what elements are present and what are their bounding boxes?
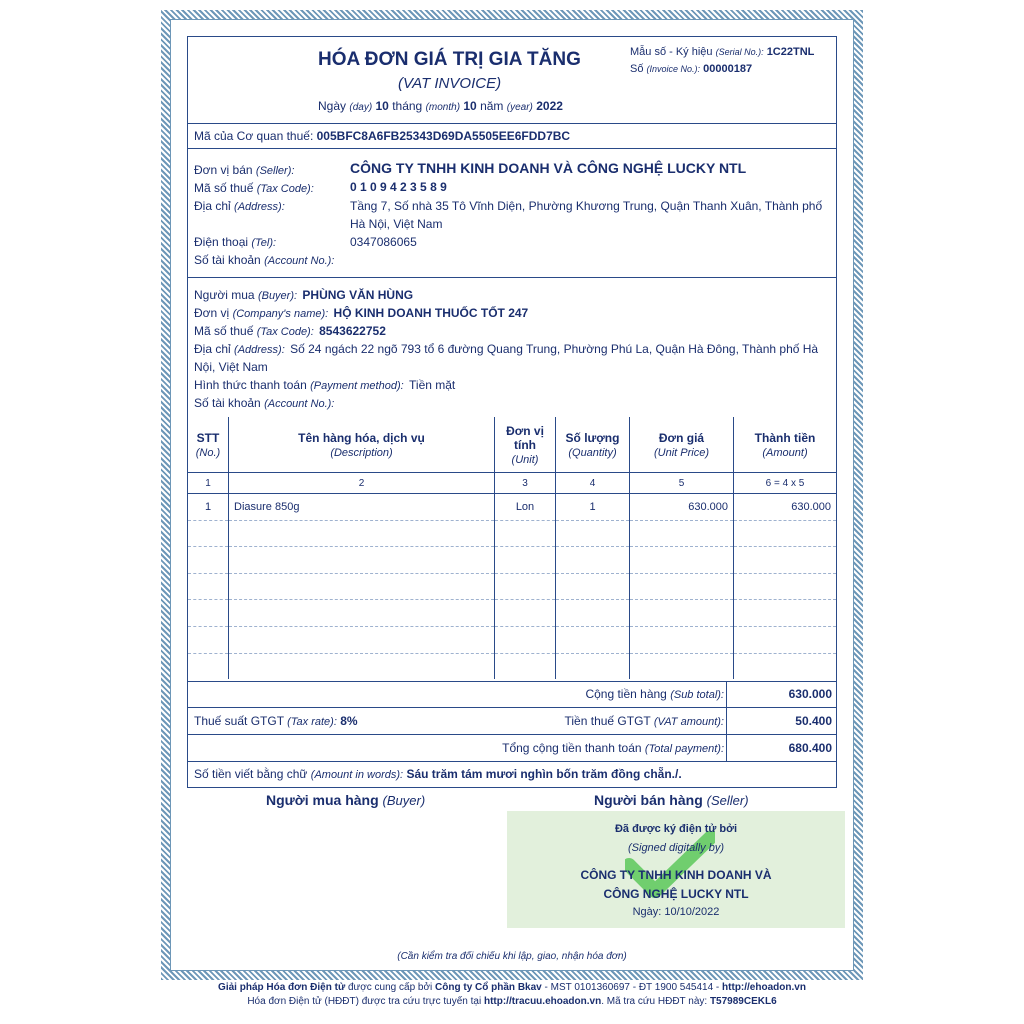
seller-tax-code: 0 1 0 9 4 2 3 5 8 9 [350,180,447,194]
empty-row [188,626,836,653]
invoice-subtitle: (VAT INVOICE) [398,75,502,92]
empty-row [188,653,836,679]
table-header-row [188,417,836,473]
divider [188,707,836,708]
col-header-unit: Đơn vị tính (Unit) [495,417,556,473]
vat-label: Tiền thuế GTGT (VAT amount): [564,714,724,728]
divider [188,734,836,735]
divider [188,148,836,149]
col-number: 3 [495,473,556,494]
subtotal-label: Cộng tiền hàng (Sub total): [585,687,724,701]
buyer-signature-label: Người mua hàng (Buyer) [266,792,426,808]
cell-unit: Lon [495,494,556,521]
seller-account-label: Số tài khoản (Account No.): [194,253,335,267]
buyer-address-row: Địa chỉ (Address): Số 24 ngách 22 ngõ 793 tổ 6 đường Quang Trung, Phường Phú La, Quận Hà Đông, Thành phố Hà Nội, Việt Nam [194,342,819,374]
col-header-amount: Thành tiền (Amount) [734,417,837,473]
amount-in-words: Số tiền viết bằng chữ (Amount in words): Sáu trăm tám mươi nghìn bốn trăm đồng chẵn./. [194,767,682,781]
buyer-payment-row: Hình thức thanh toán (Payment method): Tiền mặt [194,378,456,392]
signer-name-line1: CÔNG TY TNHH KINH DOANH VÀ [580,868,772,882]
totals-divider [726,681,727,761]
cell-no: 1 [188,494,229,521]
empty-row [188,547,836,574]
signed-label-en: (Signed digitally by) [628,842,724,854]
tracuu-link[interactable]: http://tracuu.ehoadon.vn [483,996,602,1007]
signer-name-line2: CÔNG NGHỆ LUCKY NTL [603,887,749,901]
invoice-title: HÓA ĐƠN GIÁ TRỊ GIA TĂNG [318,49,581,70]
col-number: 6 = 4 x 5 [734,473,837,494]
tax-authority-code: Mã của Cơ quan thuế: 005BFC8A6FB25343D69DA5505EE6FDD7BC [194,129,571,143]
col-header-description: Tên hàng hóa, dịch vụ (Description) [229,417,495,473]
empty-row [188,573,836,600]
cell-quantity: 1 [556,494,630,521]
seller-signature-label: Người bán hàng (Seller) [594,792,749,808]
col-number: 2 [229,473,495,494]
buyer-company-row: Đơn vị (Company's name): HỘ KINH DOANH THUỐC TỐT 247 [194,306,529,320]
divider [188,277,836,278]
seller-tel: 0347086065 [350,235,417,249]
digital-signature-box [507,811,845,928]
serial-number: Mẫu số - Ký hiệu (Serial No.): 1C22TNL [630,46,815,58]
buyer-name-row: Người mua (Buyer): PHÙNG VĂN HÙNG [194,288,414,302]
buyer-account-row: Số tài khoản (Account No.): [194,396,335,410]
invoice-date: Ngày (day) 10 tháng (month) 10 năm (year) 2022 [318,99,563,113]
signed-label: Đã được ký điện tử bởi [614,823,738,835]
subtotal-value: 630.000 [788,687,832,701]
items-table [188,417,836,679]
seller-name-label: Đơn vị bán (Seller): [194,163,295,177]
col-header-unit-price: Đơn giá (Unit Price) [630,417,734,473]
total-label: Tổng cộng tiền thanh toán (Total payment): [502,741,724,755]
column-number-row [188,473,836,494]
invoice-document [187,36,837,788]
seller-name: CÔNG TY TNHH KINH DOANH VÀ CÔNG NGHỆ LUCKY NTL [350,160,747,176]
empty-row [188,520,836,547]
col-number: 5 [630,473,734,494]
buyer-tax-row: Mã số thuế (Tax Code): 8543622752 [194,324,386,338]
verification-notice: (Cần kiểm tra đối chiếu khi lập, giao, nhận hóa đơn) [397,951,627,962]
cell-amount: 630.000 [734,494,837,521]
seller-tel-label: Điện thoại (Tel): [194,235,277,249]
ehoadon-link[interactable]: http://ehoadon.vn [722,982,806,993]
tax-rate-row: Thuế suất GTGT (Tax rate): 8% [194,714,358,728]
footer-lookup: Hóa đơn Điện tử (HĐĐT) được tra cứu trực tuyến tại http://tracuu.ehoadon.vn. Mã tra cứu HĐĐT này: T57989CEKL6 [247,996,777,1007]
divider [188,123,836,124]
cell-unit-price: 630.000 [630,494,734,521]
seller-tax-label: Mã số thuế (Tax Code): [194,181,314,195]
cell-description: Diasure 850g [229,494,495,521]
divider [188,681,836,682]
seller-address: Tầng 7, Số nhà 35 Tô Vĩnh Diện, Phường Khương Trung, Quận Thanh Xuân, Thành phố Hà Nội, Việt Nam [350,199,823,231]
divider [188,761,836,762]
table-row [188,494,836,521]
signed-date: Ngày: 10/10/2022 [632,906,720,918]
col-header-no: STT (No.) [188,417,229,473]
vat-value: 50.400 [795,714,832,728]
col-number: 1 [188,473,229,494]
empty-row [188,600,836,627]
invoice-number: Số (Invoice No.): 00000187 [630,63,753,75]
col-header-quantity: Số lượng (Quantity) [556,417,630,473]
col-number: 4 [556,473,630,494]
footer-provider: Giải pháp Hóa đơn Điện tử được cung cấp bởi Công ty Cổ phần Bkav - MST 0101360697 - ĐT 1900 545414 - http://ehoadon.vn [218,982,806,993]
seller-address-label: Địa chỉ (Address): [194,199,285,213]
total-value: 680.400 [788,741,832,755]
